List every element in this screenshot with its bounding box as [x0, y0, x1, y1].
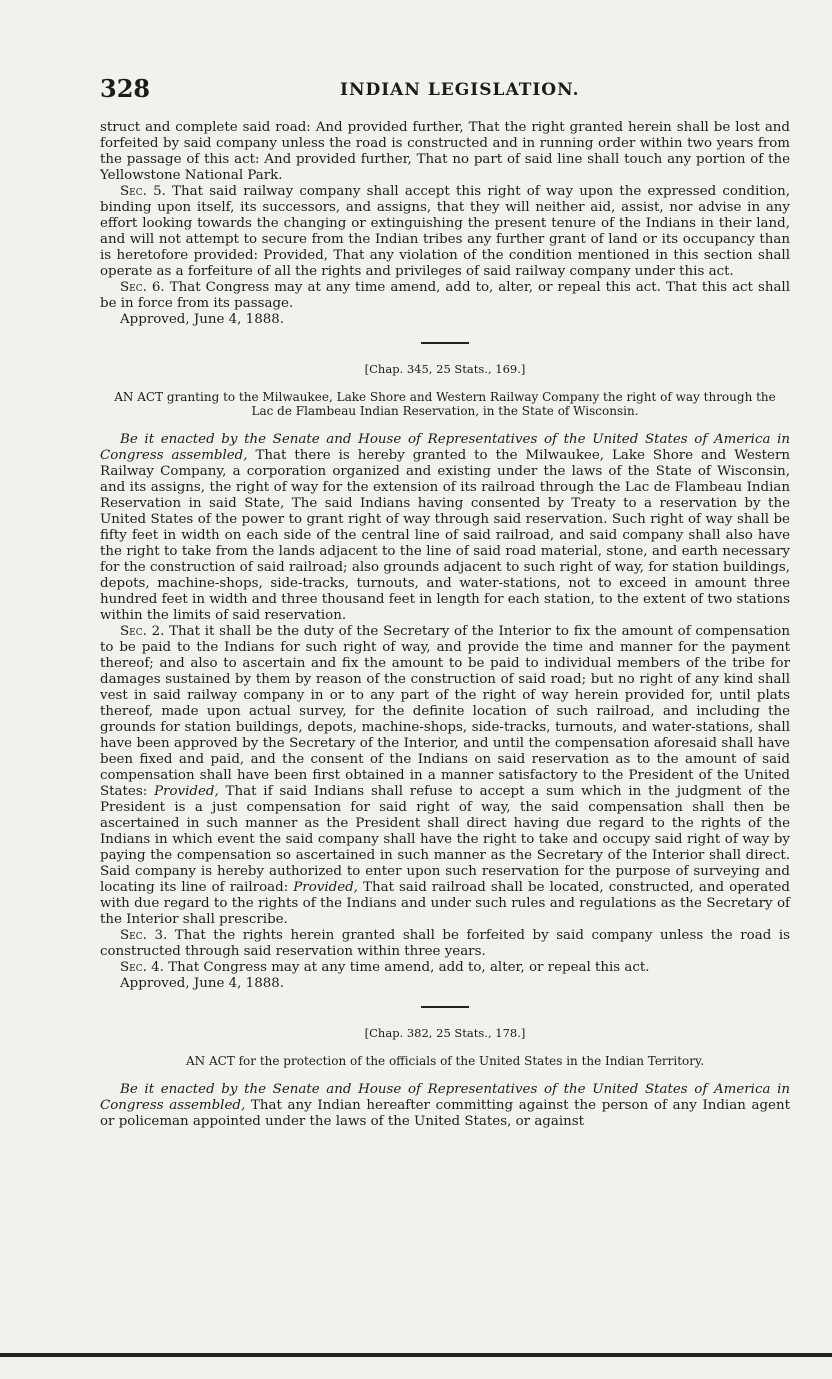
- proviso: Provided,: [154, 784, 219, 799]
- enacting-paragraph: [100, 432, 790, 624]
- section-text: That it shall be the duty of the Secretary of the Interior to fix the amount of compensation to be paid to the Indians for such right of way, and provide the time and manner for the payment thereof; and also to ascertain and fix the amount to be paid to individual members of the tribe for damages sustained by them by reason of the construction of said road; but no right of any kind shall vest in said railway company in or to any part of the right of way herein provided for, until plats thereof, made upon actual survey, for the definite location of such railroad, and including the grounds for station buildings, depots, machine-shops, side-tracks, turnouts, and water-stations, shall have been approved by the Secretary of the Interior, and until the compensation aforesaid shall have been fixed and paid, and the consent of the Indians on said reservation as to the amount of said compensation shall have been first obtained in a manner satisfactory to the President of the United States:: [100, 624, 790, 799]
- section-text: That any Indian hereafter committing against the person of any Indian agent or policeman appointed under the laws of the United States, or against: [100, 1098, 790, 1129]
- continuation-paragraph: struct and complete said road: And provided further, That the right granted herein shall be lost and forfeited by said company unless the road is constructed and in running order within two years from the passage of this act: And provided further, That no part of said line shall touch any portion of the Yellowstone National Park.: [100, 120, 790, 183]
- chapter-citation: [Chap. 382, 25 Stats., 178.]: [364, 1026, 526, 1040]
- enacting-paragraph: [100, 1082, 790, 1130]
- approval-line: Approved, June 4, 1888.: [120, 312, 285, 327]
- section-text: That Congress may at any time amend, add to, alter, or repeal this act. That this act shall be in force from its passage.: [100, 280, 790, 311]
- act-title: AN ACT granting to the Milwaukee, Lake Shore and Western Railway Company the right of way through the Lac de Flambeau Indian Reservation, in the State of Wisconsin.: [114, 390, 776, 418]
- section-divider: [421, 342, 469, 344]
- section-4-paragraph: [100, 960, 790, 976]
- section-label: Sec. 6.: [120, 280, 165, 295]
- section-label: Sec. 5.: [120, 184, 166, 199]
- section-2-paragraph: [100, 624, 790, 928]
- page-number: 328: [100, 74, 151, 103]
- chapter-citation: [Chap. 345, 25 Stats., 169.]: [364, 362, 526, 376]
- section-3-paragraph: [100, 928, 790, 960]
- page-header: [100, 74, 790, 104]
- section-text: That Congress may at any time amend, add to, alter, or repeal this act.: [168, 960, 650, 975]
- enacting-clause: Be it enacted by the Senate and House of Representatives of the United States of America in Congress assembled,: [100, 1082, 790, 1113]
- act-title: AN ACT for the protection of the officials of the United States in the Indian Territory.: [185, 1054, 705, 1068]
- section-text: That said railroad shall be located, constructed, and operated with due regard to the rights of the Indians and under such rules and regulations as the Secretary of the Interior shall prescribe.: [100, 880, 790, 927]
- section-text: That said railway company shall accept this right of way upon the expressed condition, binding upon itself, its successors, and assigns, that they will neither aid, assist, nor advise in any effort looking towards the changing or extinguishing the present tenure of the Indians in their land, and will not attempt to secure from the Indian tribes any further grant of land or its occupancy than is heretofore provided: Provided, That any violation of the condition mentioned in this section shall operate as a forfeiture of all the rights and privileges of said railway company under this act.: [100, 184, 791, 279]
- page-body: [100, 120, 790, 1130]
- running-title: INDIAN LEGISLATION.: [340, 80, 580, 100]
- section-divider: [421, 1006, 469, 1008]
- section-label: Sec. 4.: [120, 960, 164, 975]
- section-5-paragraph: [100, 184, 790, 280]
- section-text: That there is hereby granted to the Milwaukee, Lake Shore and Western Railway Company, a corporation organized and existing under the laws of the State of Wisconsin, and its assigns, the right of way for the extension of its railroad through the Lac de Flambeau Indian Reservation in said State, The said Indians having consented by Treaty to a reservation by the United States of the power to grant right of way through said reservation. Such right of way shall be fifty feet in width on each side of the central line of said railroad, and said company shall also have the right to take from the lands adjacent to the line of said road material, stone, and earth necessary for the construction of said railroad; also grounds adjacent to such right of way, for station buildings, depots, machine-shops, side-tracks, turnouts, and water-stations, not to exceed in amount three hundred feet in width and three thousand feet in length for each station, to the extent of two stations within the limits of said reservation.: [100, 448, 791, 623]
- proviso: Provided,: [293, 880, 358, 895]
- section-6-paragraph: [100, 280, 790, 312]
- section-label: Sec. 2.: [120, 624, 165, 639]
- section-label: Sec. 3.: [120, 928, 168, 943]
- section-text: That the rights herein granted shall be forfeited by said company unless the road is constructed through said reservation within three years.: [100, 928, 790, 959]
- enacting-clause: Be it enacted by the Senate and House of Representatives of the United States of America in Congress assembled,: [100, 432, 790, 463]
- section-text: That if said Indians shall refuse to accept a sum which in the judgment of the President is a just compensation for said right of way, the said compensation shall then be ascertained in such manner as the President shall direct having due regard to the rights of the Indians in which event the said company shall have the right to take and occupy said right of way by paying the compensation so ascertained in such manner as the Secretary of the Interior shall direct. Said company is hereby authorized to enter upon such reservation for the purpose of surveying and locating its line of railroad:: [100, 784, 790, 895]
- page-bottom-border: [0, 1353, 832, 1357]
- approval-line: Approved, June 4, 1888.: [120, 976, 285, 991]
